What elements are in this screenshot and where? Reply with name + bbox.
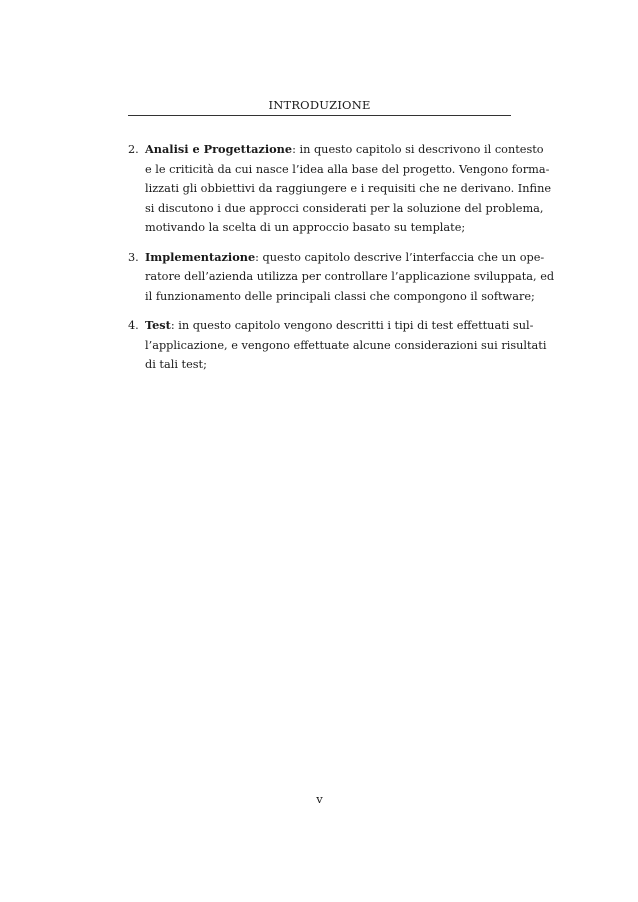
list-item-chapter-2 [128,140,552,238]
chapter-list [128,140,555,385]
chapter-title: Implementazione [145,249,256,264]
text-line: di tali test; [145,358,207,371]
list-item-number: 4. [128,319,139,332]
chapter-title: Analisi e Progettazione [145,142,293,156]
chapter-title: Test [145,318,171,332]
running-header: INTRODUZIONE [268,98,371,112]
text-line: ratore dell’azienda utilizza per controllare l’applicazione sviluppata, ed [145,270,555,283]
text-line [145,248,545,268]
text-line: e le criticità da cui nasce l’idea alla base del progetto. Vengono forma- [145,162,550,176]
text-line [145,316,534,336]
header-rule [128,115,511,116]
text-line: l’applicazione, e vengono effettuate alcune considerazioni sui risultati [145,338,547,352]
list-item-chapter-4 [128,316,547,375]
page-number: v [316,792,323,806]
chapter-description: : questo capitolo descrive l’interfaccia che un ope- [255,250,545,264]
text-line [145,140,544,160]
list-item-number: 3. [128,250,139,264]
text-line: motivando la scelta di un approccio basato su template; [145,221,466,234]
list-item-number: 2. [128,143,139,156]
list-item-chapter-3 [128,248,555,307]
text-line: si discutono i due approcci considerati per la soluzione del problema, [145,201,544,215]
chapter-description: : in questo capitolo vengono descritti i tipi di test effettuati sul- [170,319,534,332]
text-line: il funzionamento delle principali classi che compongono il software; [145,289,535,303]
text-line: lizzati gli obbiettivi da raggiungere e i requisiti che ne derivano. Infine [145,182,552,195]
chapter-description: : in questo capitolo si descrivono il contesto [292,143,544,156]
